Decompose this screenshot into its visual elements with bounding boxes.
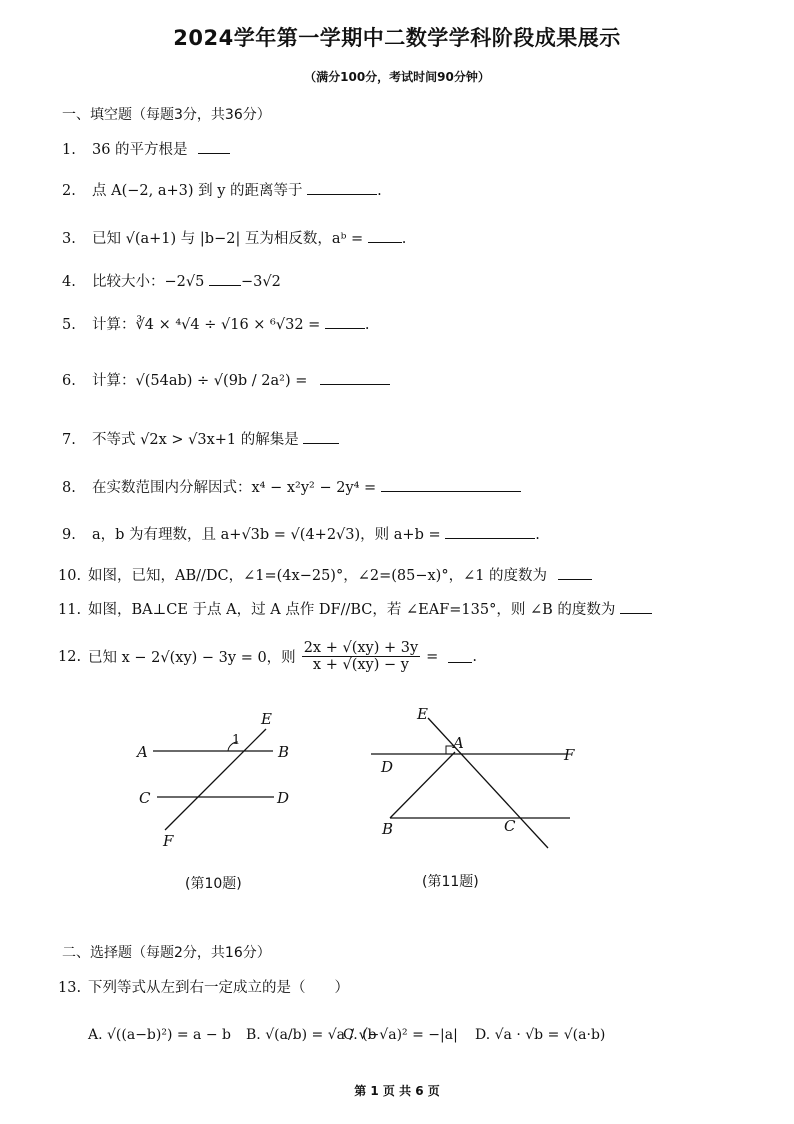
question-tail: . bbox=[535, 527, 540, 543]
label-D: D bbox=[381, 758, 394, 776]
question-number: 13. bbox=[58, 980, 82, 996]
line-BA bbox=[390, 752, 455, 818]
question-text: a，b 为有理数，且 a+√3b = √(4+2√3)，则 a+b = bbox=[92, 527, 441, 543]
question-number: 8. bbox=[62, 480, 76, 496]
question-tail: −3√2 bbox=[240, 274, 281, 290]
option-B[interactable]: B. √(a/b) = √a / √b bbox=[246, 1027, 377, 1043]
figure-10-caption: (第10题) bbox=[185, 876, 242, 892]
option-A[interactable]: A. √((a−b)²) = a − b bbox=[88, 1027, 232, 1043]
label-F: F bbox=[163, 832, 174, 850]
question-number: 4. bbox=[62, 274, 76, 290]
question-text: 36 的平方根是 bbox=[92, 142, 188, 158]
question-number: 10. bbox=[58, 568, 82, 584]
question-tail: . bbox=[377, 183, 382, 199]
question-number: 2. bbox=[62, 183, 76, 199]
question-text: 下列等式从左到右一定成立的是（ ） bbox=[88, 980, 349, 996]
question-text: 如图，BA⊥CE 于点 A，过 A 点作 DF//BC，若 ∠EAF=135°，则 ∠B 的度数为 bbox=[88, 602, 616, 618]
page-footer: 第 1 页 共 6 页 bbox=[354, 1084, 440, 1098]
equals-sign: = bbox=[426, 648, 439, 665]
question-number: 3. bbox=[62, 231, 76, 247]
exam-info: （满分100分，考试时间90分钟） bbox=[304, 70, 490, 84]
question-text: 已知 x − 2√(xy) − 3y = 0，则 bbox=[88, 650, 296, 666]
question-text: 计算：∛4 × ⁴√4 ÷ √16 × ⁶√32 = bbox=[92, 317, 321, 333]
question-number: 6. bbox=[62, 373, 76, 389]
label-angle-1: 1 bbox=[232, 733, 241, 748]
question-13 bbox=[58, 976, 349, 997]
question-number: 11. bbox=[58, 602, 82, 618]
section-1-heading: 一、填空题（每题3分，共36分） bbox=[62, 107, 271, 123]
question-number: 1. bbox=[62, 142, 76, 158]
fraction-numerator: 2x + √(xy) + 3y bbox=[303, 640, 419, 656]
option-D[interactable]: D. √a · √b = √(a·b) bbox=[475, 1027, 606, 1043]
label-E: E bbox=[261, 710, 272, 728]
label-A: A bbox=[137, 743, 148, 761]
question-number: 5. bbox=[62, 317, 76, 333]
label-C: C bbox=[504, 817, 516, 835]
label-B: B bbox=[278, 743, 290, 761]
question-text: 已知 √(a+1) 与 |b−2| 互为相反数，aᵇ = bbox=[92, 231, 364, 247]
figure-11-caption: (第11题) bbox=[422, 874, 479, 890]
label-A: A bbox=[453, 734, 464, 752]
question-text: 如图，已知，AB//DC，∠1=(4x−25)°，∠2=(85−x)°，∠1 的度数为 bbox=[88, 568, 548, 584]
section-2-heading: 二、选择题（每题2分，共16分） bbox=[62, 945, 271, 961]
label-F: F bbox=[564, 746, 575, 764]
question-number: 7. bbox=[62, 432, 76, 448]
question-number: 9. bbox=[62, 527, 76, 543]
question-tail: . bbox=[472, 648, 477, 665]
question-text: 不等式 √2x > √3x+1 的解集是 bbox=[92, 432, 299, 448]
page-title: 2024学年第一学期中二数学学科阶段成果展示 bbox=[173, 26, 621, 50]
question-text: 在实数范围内分解因式：x⁴ − x²y² − 2y⁴ = bbox=[92, 480, 377, 496]
question-text: 比较大小：−2√5 bbox=[92, 274, 205, 290]
fraction-denominator: x + √(xy) − y bbox=[312, 657, 409, 673]
question-text: 点 A(−2, a+3) 到 y 的距离等于 bbox=[92, 183, 303, 199]
label-E: E bbox=[417, 705, 428, 723]
label-D: D bbox=[277, 789, 290, 807]
question-number: 12. bbox=[58, 648, 82, 665]
option-C[interactable]: C. (−√a)² = −|a| bbox=[343, 1027, 458, 1043]
label-C: C bbox=[139, 789, 151, 807]
question-tail: . bbox=[401, 231, 407, 247]
label-B: B bbox=[382, 820, 394, 838]
question-tail: . bbox=[364, 317, 370, 333]
question-text: 计算：√(54ab) ÷ √(9b / 2a²) = bbox=[92, 373, 308, 389]
line-EC bbox=[428, 718, 548, 848]
